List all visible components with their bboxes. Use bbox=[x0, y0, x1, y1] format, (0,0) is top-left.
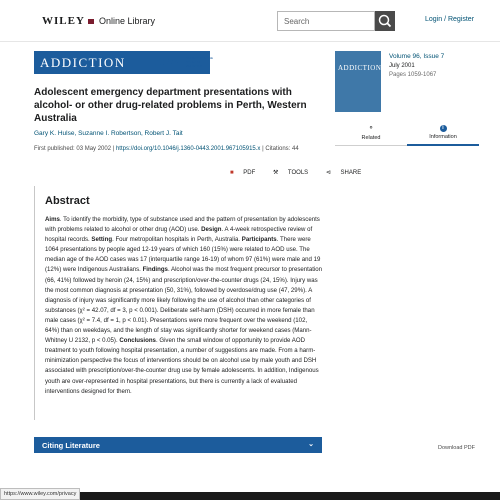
design-label: Design bbox=[201, 226, 222, 234]
search-button[interactable] bbox=[375, 11, 395, 31]
first-published-date: 03 May 2002 bbox=[76, 146, 112, 152]
participants-text: . There were 1064 presentations by people aged 12-19 years of which 160 (15%) were related to AOD use. The median age of the AOD cases was 17 (interquartile range 16-19) of whom 97 (61%) were male and 19 (12%) were Indigenous Australians. bbox=[45, 236, 321, 274]
journal-name: ADDICTION bbox=[40, 55, 126, 70]
pdf-icon: ■ bbox=[230, 170, 234, 176]
status-url: https://www.wiley.com/privacy bbox=[0, 488, 80, 500]
tab-information[interactable] bbox=[407, 121, 479, 146]
online-library-label: Online Library bbox=[98, 16, 155, 26]
wrench-icon: ⚒ bbox=[272, 170, 279, 176]
conclusions-text: . Given the small window of opportunity to provide AOD treatment to youth following hospital presentation, a number of suggestions are made. From a harm-minimization perspective the focus of interventions should be on alcohol use by male youth and DSH associated with prescription/over-the-counter drug use by female adolescents. In addition, Indigenous youth are over-represented in hospital presentations, but there is currently a lack of evaluated interventions designed for them. bbox=[45, 337, 319, 395]
wiley-brand: WILEY bbox=[42, 15, 85, 27]
citing-literature-label: Citing Literature bbox=[42, 441, 100, 450]
share-icon: ⊲ bbox=[325, 170, 331, 176]
abstract-heading: Abstract bbox=[45, 195, 90, 207]
chevron-down-icon: ⌄ bbox=[308, 441, 314, 448]
cover-title: ADDICTION bbox=[338, 64, 382, 72]
tab-information-label: Information bbox=[429, 134, 457, 140]
tab-related[interactable] bbox=[335, 121, 407, 146]
search-icon bbox=[375, 11, 395, 31]
article-authors[interactable]: Gary K. Hulse, Suzanne I. Robertson, Robert J. Tait bbox=[34, 130, 183, 137]
share-button[interactable] bbox=[326, 170, 369, 176]
pdf-label: PDF bbox=[243, 170, 256, 176]
citations-count[interactable]: Citations: 44 bbox=[265, 146, 299, 152]
society-logo-area bbox=[210, 51, 322, 74]
related-network-icon: ⚬ bbox=[368, 125, 374, 132]
tools-label: TOOLS bbox=[287, 170, 309, 176]
society-name: SOCIETY FOR THE STUDY OF ADDICTION bbox=[186, 56, 214, 68]
top-navigation-bar bbox=[0, 0, 500, 42]
setting-text: . Four metropolitan hospitals in Perth, Australia. bbox=[112, 236, 242, 244]
society-abbrev: SSA bbox=[154, 56, 180, 68]
meta-separator: | bbox=[262, 146, 266, 152]
abstract-section bbox=[34, 186, 324, 420]
conclusions-label: Conclusions bbox=[119, 337, 156, 345]
article-meta bbox=[34, 146, 299, 152]
aims-label: Aims bbox=[45, 216, 60, 223]
issue-volume-link[interactable]: Volume 96, Issue 7 bbox=[389, 53, 445, 60]
article-title: Adolescent emergency department presentations with alcohol- or other drug-related problems in Perth, Western Australia bbox=[34, 87, 307, 124]
first-published-label: First published: bbox=[34, 146, 75, 152]
search-input[interactable]: Search bbox=[277, 11, 375, 31]
wiley-logo[interactable] bbox=[42, 15, 155, 27]
citing-literature-toggle[interactable] bbox=[34, 437, 322, 453]
tab-related-label: Related bbox=[361, 135, 381, 141]
share-label: SHARE bbox=[340, 170, 362, 176]
findings-label: Findings bbox=[142, 266, 168, 274]
login-register-link[interactable]: Login / Register bbox=[425, 16, 475, 23]
issue-date: July 2001 bbox=[389, 63, 415, 69]
issue-pages: Pages 1059-1067 bbox=[389, 72, 437, 78]
tools-button[interactable] bbox=[273, 170, 316, 176]
design-text: . A 4-week retrospective review of hospital records. bbox=[45, 226, 313, 244]
sidebar-tabs bbox=[335, 121, 480, 146]
journal-cover[interactable] bbox=[335, 51, 381, 112]
doi-link[interactable]: https://doi.org/10.1046/j.1360-0443.2001.967105915.x bbox=[115, 146, 261, 152]
journal-banner[interactable] bbox=[34, 51, 322, 74]
meta-separator: | bbox=[112, 146, 116, 152]
findings-text: . Alcohol was the most frequent precursor to presentation (66, 41%) followed by heroin (24, 15%) and prescription/over-the-counter drugs (24, 15%). Injury was the most common diagnosis at presentation (50, 31%), followed by overdose/drug use (47, 29%). A diagnosis of injury was significantly more likely following the use of alcohol than other categories of substances (χ² = 42.07, df = 3, p < 0.001). Deliberate self-harm (DSH) occurred in more female than male cases (χ² = 7.4, df = 1, p < 0.01). Presentations were more frequent over the weekend (102, 64%) than on weekdays, and the length of stay was significantly shorter for weekend cases (Mann-Whitney U 2132, p < 0.05). bbox=[45, 266, 323, 345]
aims-text: . To identify the morbidity, type of substance used and the pattern of presentation by adolescents with problems related to alcohol or other drug (AOD) use. bbox=[45, 216, 320, 234]
info-icon: i bbox=[440, 125, 447, 132]
setting-label: Setting bbox=[91, 236, 113, 244]
article-tools bbox=[230, 169, 377, 176]
logo-mark-icon bbox=[88, 19, 94, 24]
pdf-button[interactable] bbox=[230, 170, 263, 176]
abstract-text bbox=[45, 215, 323, 397]
participants-label: Participants bbox=[241, 236, 277, 244]
download-pdf-link[interactable]: Download PDF bbox=[438, 445, 475, 451]
